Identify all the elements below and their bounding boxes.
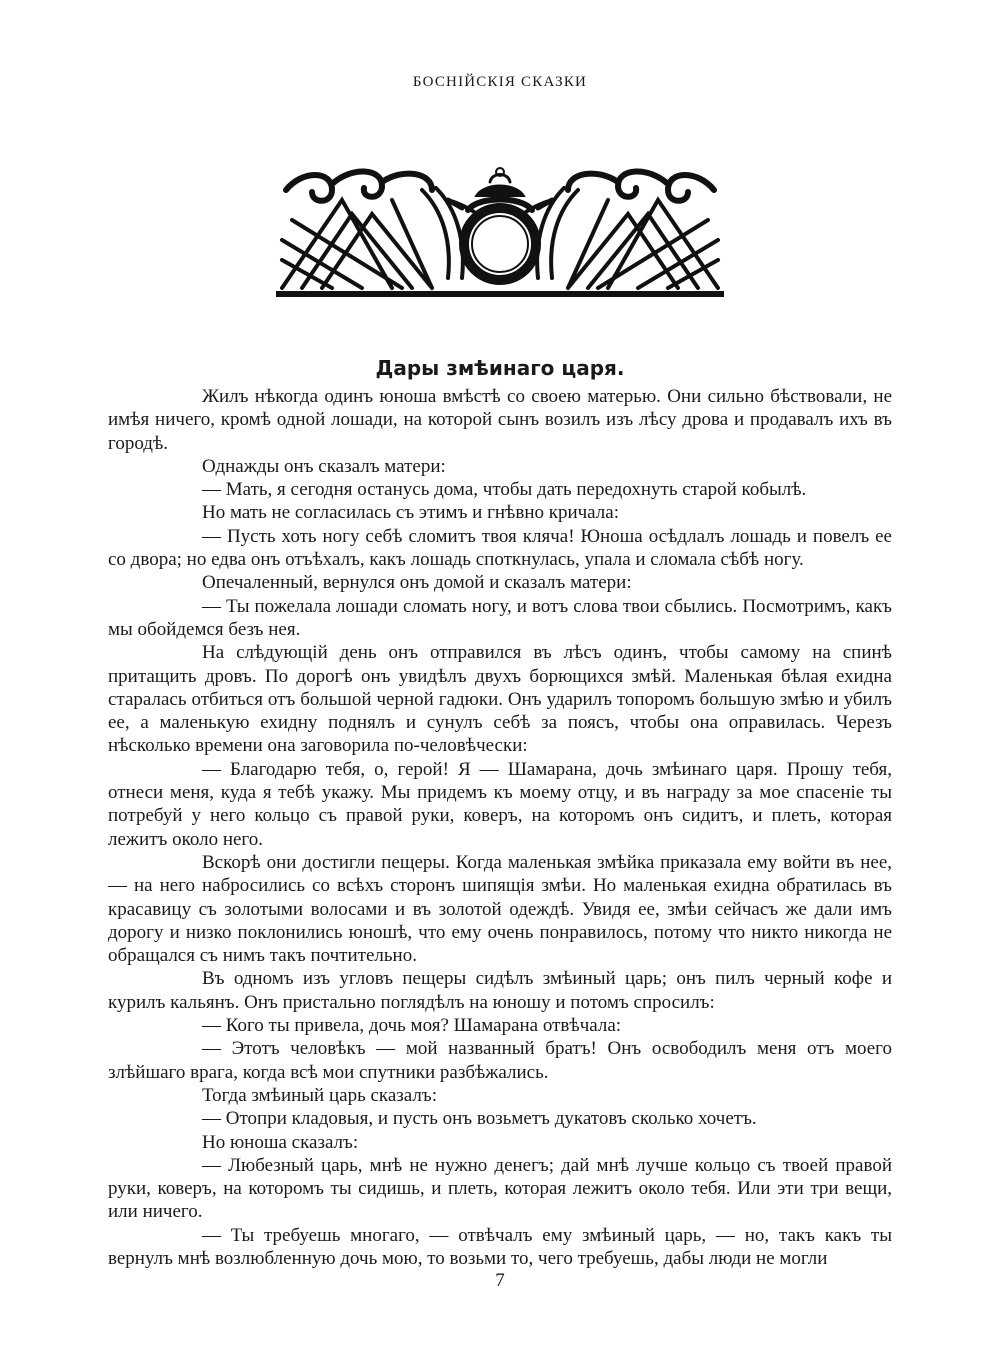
paragraph: Въ одномъ изъ угловъ пещеры сидѣлъ змѣиный царь; онъ пилъ черный кофе и курилъ кальянъ. Онъ пристально поглядѣлъ на юношу и потомъ спросилъ: bbox=[108, 968, 892, 1013]
paragraph: Вскорѣ они достигли пещеры. Когда маленькая змѣйка приказала ему войти въ нее, — на него набросились со всѣхъ сторонъ шипящія змѣи. Но маленькая ехидна обратилась въ красавицу съ золотыми волосами и въ золотой одеждѣ. Увидя ее, змѣи сейчасъ же дали имъ дорогу и низко поклонились юношѣ, что ему очень понравилось, потому что никто никогда не обращался съ нимъ такъ почтительно. bbox=[108, 851, 892, 967]
paragraph: Но юноша сказалъ: bbox=[202, 1131, 359, 1153]
page-number: 7 bbox=[495, 1270, 505, 1291]
decorative-headpiece-ring-icon bbox=[272, 160, 728, 302]
paragraph: Жилъ нѣкогда одинъ юноша вмѣстѣ со своею матерью. Они сильно бѣствовали, не имѣя ничего, кромѣ одной лошади, на которой сынъ возилъ изъ лѣсу дрова и продавалъ ихъ въ городѣ. bbox=[108, 386, 892, 454]
paragraph: — Этотъ человѣкъ — мой названный братъ! Онъ освободилъ меня отъ моего злѣйшаго врага, когда всѣ мои спутники разбѣжались. bbox=[108, 1038, 892, 1083]
paragraph: — Пусть хоть ногу себѣ сломитъ твоя кляча! Юноша осѣдлалъ лошадь и повелъ ее со двора; но едва онъ отъѣхалъ, какъ лошадь споткнулась, упала и сломала сѣбѣ ногу. bbox=[108, 525, 892, 571]
paragraph: — Кого ты привела, дочь моя? Шамарана отвѣчала: bbox=[202, 1015, 622, 1037]
paragraph: Опечаленный, вернулся онъ домой и сказалъ матери: bbox=[202, 572, 632, 594]
paragraph: Тогда змѣиный царь сказалъ: bbox=[202, 1084, 437, 1106]
story-title: Дары змѣинаго царя. bbox=[375, 356, 625, 380]
paragraph: — Благодарю тебя, о, герой! Я — Шамарана, дочь змѣинаго царя. Прошу тебя, отнеси меня, куда я тебѣ укажу. Мы придемъ къ моему отцу, и въ награду за мое спасеніе ты потребуй у него кольцо съ правой руки, коверъ, на которомъ онъ сидитъ, и плеть, которая лежитъ около него. bbox=[108, 758, 892, 850]
paragraph: Однажды онъ сказалъ матери: bbox=[202, 455, 446, 477]
running-title: БОСНІЙСКІЯ СКАЗКИ bbox=[412, 74, 588, 90]
story-body bbox=[108, 385, 892, 1270]
paragraph: — Отопри кладовыя, и пусть онъ возьметъ дукатовъ сколько хочетъ. bbox=[202, 1108, 757, 1130]
paragraph: На слѣдующій день онъ отправился въ лѣсъ одинъ, чтобы самому на спинѣ притащить дровъ. По дорогѣ онъ увидѣлъ двухъ борющихся змѣй. Маленькая бѣлая ехидна старалась отбиться отъ большой черной гадюки. Онъ ударилъ топоромъ большую змѣю и убилъ ее, а маленькую ехидну поднялъ и сунулъ себѣ за поясъ, чтобы она оправилась. Черезъ нѣсколько времени она заговорила по-человѣчески: bbox=[108, 642, 892, 757]
paragraph: — Ты требуешь многаго, — отвѣчалъ ему змѣиный царь, — но, такъ какъ ты вернулъ мнѣ возлюбленную дочь мою, то возьми то, чего требуешь, дабы люди не могли bbox=[108, 1224, 892, 1269]
paragraph: Но мать не согласилась съ этимъ и гнѣвно кричала: bbox=[202, 502, 619, 524]
paragraph: — Мать, я сегодня останусь дома, чтобы дать передохнуть старой кобылѣ. bbox=[202, 479, 807, 501]
paragraph: — Любезный царь, мнѣ не нужно денегъ; дай мнѣ лучше кольцо съ твоей правой руки, коверъ, на которомъ ты сидишь, и плеть, которая лежитъ около тебя. Или эти три вещи, или ничего. bbox=[108, 1154, 892, 1223]
paragraph: — Ты пожелала лошади сломать ногу, и вотъ слова твои сбылись. Посмотримъ, какъ мы обойдемся безъ нея. bbox=[108, 595, 892, 640]
